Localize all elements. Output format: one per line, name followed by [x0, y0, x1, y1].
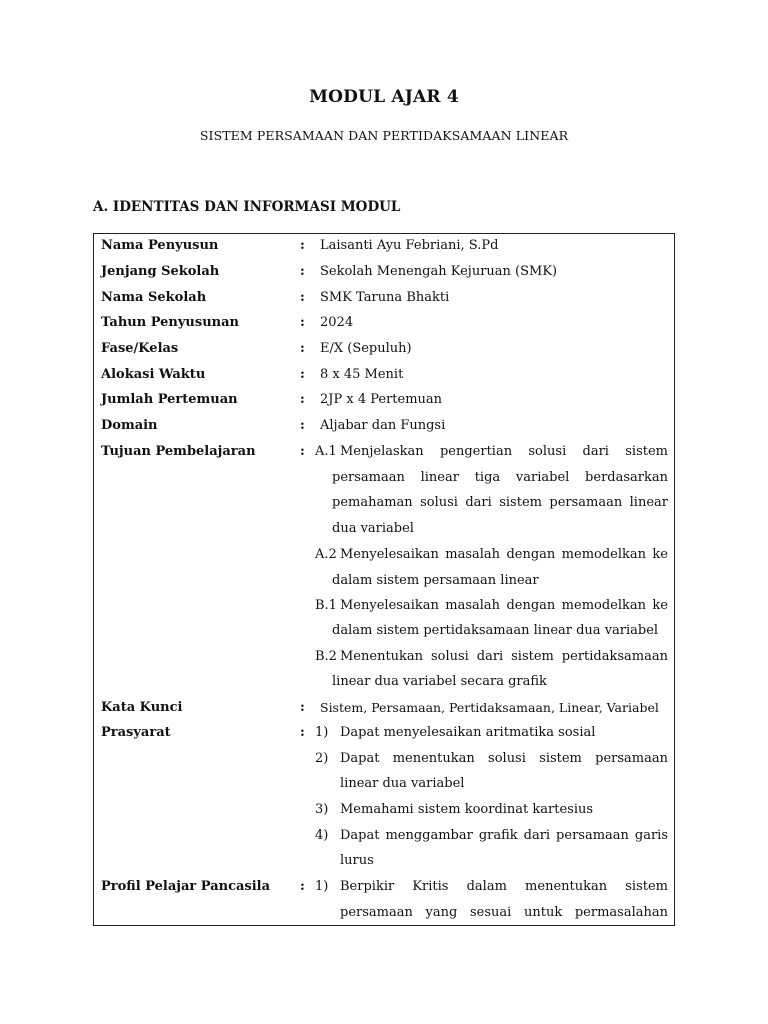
row-label: Jumlah Pertemuan [101, 392, 238, 407]
module-title: MODUL AJAR 4 [309, 87, 459, 107]
row-value: Sekolah Menengah Kejuruan (SMK) [320, 264, 558, 279]
row-colon: : [300, 879, 305, 894]
row-label: Profil Pelajar Pancasila [101, 879, 271, 894]
row-value: Aljabar dan Fungsi [320, 418, 446, 433]
row-value: 2JP x 4 Pertemuan [320, 392, 443, 407]
row-colon: : [300, 444, 305, 459]
row-label: Tujuan Pembelajaran [101, 444, 256, 459]
item-number: 1) [315, 879, 329, 894]
row-colon: : [300, 367, 305, 382]
item-line: Menjelaskan pengertian solusi dari sistem [340, 444, 668, 459]
row-label: Nama Penyusun [101, 238, 219, 253]
item-number: 3) [315, 802, 329, 817]
item-code: B.2 [315, 649, 337, 664]
row-label: Tahun Penyusunan [101, 315, 239, 330]
item-number: 1) [315, 725, 329, 740]
item-line: linear dua variabel secara grafik [332, 674, 547, 689]
row-value: Laisanti Ayu Febriani, S.Pd [320, 238, 499, 253]
row-colon: : [300, 315, 305, 330]
row-value: SMK Taruna Bhakti [320, 290, 450, 305]
row-colon: : [300, 418, 305, 433]
row-value: 2024 [320, 315, 354, 330]
row-value: Sistem, Persamaan, Pertidaksamaan, Linear, Variabel [320, 700, 659, 715]
item-line: Menyelesaikan masalah dengan memodelkan ke [340, 547, 668, 562]
row-colon: : [300, 238, 305, 253]
item-code: A.1 [315, 444, 337, 459]
item-line: Berpikir Kritis dalam menentukan sistem [340, 879, 668, 894]
row-colon: : [300, 264, 305, 279]
item-line: Dapat menggambar grafik dari persamaan garis [340, 828, 668, 843]
row-colon: : [300, 700, 305, 715]
row-label: Kata Kunci [101, 700, 183, 715]
item-line: persamaan linear tiga variabel berdasarkan [332, 470, 668, 485]
item-line: pemahaman solusi dari sistem persamaan linear [332, 495, 668, 510]
item-line: dalam sistem persamaan linear [332, 573, 539, 588]
item-number: 2) [315, 751, 329, 766]
row-colon: : [300, 392, 305, 407]
row-label: Jenjang Sekolah [101, 264, 220, 279]
item-line: Memahami sistem koordinat kartesius [340, 802, 594, 817]
row-value: E/X (Sepuluh) [320, 341, 412, 356]
row-value: 8 x 45 Menit [320, 367, 404, 382]
module-subtitle: SISTEM PERSAMAAN DAN PERTIDAKSAMAAN LINEAR [199, 128, 569, 143]
section-heading: A. IDENTITAS DAN INFORMASI MODUL [93, 199, 401, 215]
item-line: dua variabel [332, 521, 414, 536]
item-line: persamaan yang sesuai untuk permasalahan [340, 905, 668, 920]
row-label: Alokasi Waktu [101, 367, 206, 382]
row-label: Prasyarat [101, 725, 171, 740]
item-line: lurus [340, 853, 374, 868]
row-label: Domain [101, 418, 158, 433]
item-number: 4) [315, 828, 329, 843]
identity-table [93, 233, 675, 926]
row-colon: : [300, 290, 305, 305]
item-code: B.1 [315, 598, 337, 613]
item-line: linear dua variabel [340, 776, 465, 791]
row-colon: : [300, 725, 305, 740]
row-label: Nama Sekolah [101, 290, 207, 305]
item-line: Menyelesaikan masalah dengan memodelkan ke [340, 598, 668, 613]
item-line: dalam sistem pertidaksamaan linear dua variabel [332, 623, 659, 638]
row-colon: : [300, 341, 305, 356]
item-line: Dapat menentukan solusi sistem persamaan [340, 751, 668, 766]
item-line: Dapat menyelesaikan aritmatika sosial [340, 725, 596, 740]
row-label: Fase/Kelas [101, 341, 179, 356]
item-code: A.2 [315, 547, 337, 562]
item-line: Menentukan solusi dari sistem pertidaksamaan [340, 649, 668, 664]
